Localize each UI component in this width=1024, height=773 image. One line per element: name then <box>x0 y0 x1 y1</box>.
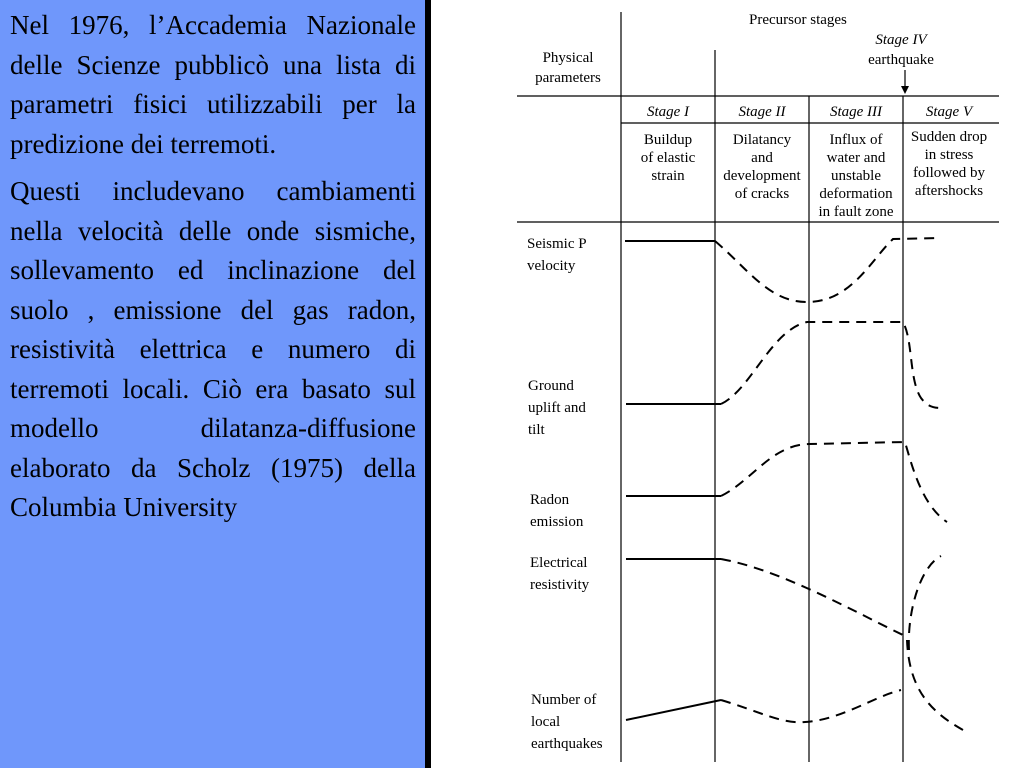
svg-text:parameters: parameters <box>535 70 601 86</box>
svg-text:water and: water and <box>826 150 886 166</box>
stage-ii-description <box>723 132 801 202</box>
paragraph-intro: Nel 1976, l’Accademia Nazionale delle Scienze pubblicò una lista di parametri fisici utilizzabili per la predizione dei terremoti. <box>10 10 416 159</box>
curve-electrical-resistivity <box>626 556 941 650</box>
param-label-local-earthquakes <box>531 692 603 752</box>
earthquake-label: earthquake <box>868 52 934 68</box>
curve-ground-uplift <box>626 322 941 408</box>
curve-seismic-p-velocity <box>625 238 939 302</box>
stage-i-label: Stage I <box>646 104 690 120</box>
param-label-radon-emission <box>530 492 584 530</box>
curve-radon-emission-dashed <box>721 442 947 522</box>
svg-text:in fault zone: in fault zone <box>818 204 894 220</box>
precursor-diagram <box>431 0 1024 768</box>
stage-v-description <box>911 129 987 199</box>
curve-local-earthquakes <box>626 640 963 730</box>
svg-text:emission: emission <box>530 514 584 530</box>
curve-radon-emission <box>626 442 947 522</box>
svg-text:aftershocks: aftershocks <box>914 183 984 199</box>
svg-text:Radon: Radon <box>530 492 570 508</box>
svg-text:Seismic P: Seismic P <box>527 236 587 252</box>
svg-text:velocity: velocity <box>527 258 576 274</box>
svg-text:local: local <box>531 714 561 730</box>
svg-text:strain: strain <box>651 168 685 184</box>
curve-ground-uplift-dashed <box>721 322 941 408</box>
svg-text:tilt: tilt <box>528 422 545 438</box>
curve-local-earthquakes-aftershocks <box>907 640 963 730</box>
svg-text:Electrical: Electrical <box>530 555 588 571</box>
curve-electrical-resistivity-recovery <box>909 556 941 650</box>
param-label-electrical-resistivity <box>530 555 590 593</box>
stage-v-label: Stage V <box>925 104 973 120</box>
svg-text:Dilatancy: Dilatancy <box>732 132 792 148</box>
text-panel <box>0 0 425 768</box>
svg-text:of cracks: of cracks <box>734 186 790 202</box>
paragraph-parameters: Questi includevano cambiamenti nella velocità delle onde sismiche, sollevamento ed inclinazione del suolo , emissione del gas radon, resistività elettrica e numero di terremoti locali. Ciò era basato sul modello dilatanza-diffusione elaborato da Scholz (1975) della Columbia University <box>10 176 416 522</box>
stage-iv-arrowhead <box>901 86 909 94</box>
svg-text:Physical: Physical <box>542 50 594 66</box>
stage-i-description <box>641 132 696 184</box>
svg-text:deformation: deformation <box>819 186 893 202</box>
svg-text:earthquakes: earthquakes <box>531 736 603 752</box>
svg-text:Influx of: Influx of <box>829 132 883 148</box>
svg-text:development: development <box>723 168 801 184</box>
svg-text:Ground: Ground <box>528 378 574 394</box>
curve-electrical-resistivity-dashed <box>721 559 905 636</box>
curve-local-earthquakes-solid <box>626 700 721 720</box>
precursor-stages-label: Precursor stages <box>749 12 847 28</box>
svg-text:Buildup: Buildup <box>643 132 693 148</box>
stage-iv-label: Stage IV <box>875 32 927 48</box>
physical-parameters-label <box>535 50 601 86</box>
svg-text:of elastic: of elastic <box>640 150 696 166</box>
svg-text:Sudden drop: Sudden drop <box>910 129 988 145</box>
stage-ii-label: Stage II <box>738 104 786 120</box>
curve-local-earthquakes-dashed <box>721 690 901 722</box>
param-label-ground-uplift <box>528 378 586 438</box>
svg-text:resistivity: resistivity <box>530 577 590 593</box>
svg-text:uplift and: uplift and <box>528 400 586 416</box>
curve-seismic-p-velocity-dashed <box>715 238 939 302</box>
diagram-svg <box>431 0 1024 768</box>
param-label-seismic-p-velocity <box>527 236 587 274</box>
svg-text:followed by: followed by <box>912 165 986 181</box>
svg-text:in stress: in stress <box>924 147 974 163</box>
stage-iii-label: Stage III <box>829 104 883 120</box>
svg-text:unstable: unstable <box>831 168 881 184</box>
svg-text:Number of: Number of <box>531 692 597 708</box>
stage-iii-description <box>819 132 894 220</box>
svg-text:and: and <box>751 150 773 166</box>
